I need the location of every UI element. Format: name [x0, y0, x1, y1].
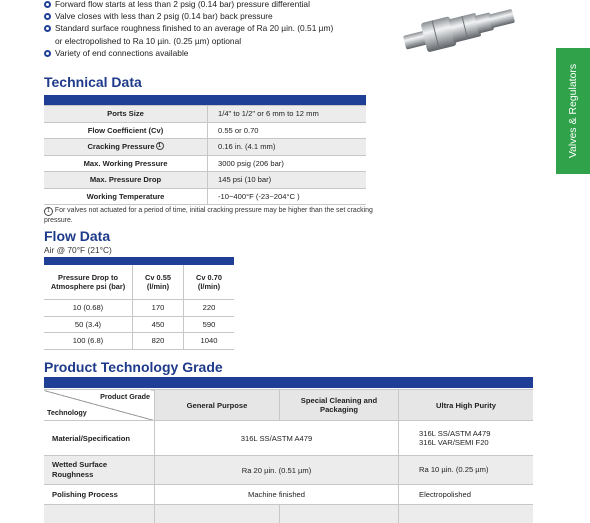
feature-item: Variety of end connections available — [44, 47, 384, 59]
table-row: Material/Specification 316L SS/ASTM A479 316L SS/ASTM A479 316L VAR/SEMI F20 — [44, 421, 533, 456]
table-header-band — [44, 377, 533, 388]
table-row: Wetted Surface Roughness Ra 20 µin. (0.51 µm) Ra 10 µin. (0.25 µm) — [44, 456, 533, 485]
table-row: 100 (6.8) 820 1040 — [44, 333, 234, 350]
table-row: 50 (3.4) 450 590 — [44, 316, 234, 333]
table-header-band — [44, 257, 234, 265]
table-row: Max. Working Pressure 3000 psig (206 bar) — [44, 155, 366, 172]
feature-item: Valve closes with less than 2 psig (0.14 bar) back pressure — [44, 10, 384, 22]
table-row: Max. Pressure Drop 145 psi (10 bar) — [44, 172, 366, 189]
table-row: Ports Size 1/4" to 1/2" or 6 mm to 12 mm — [44, 106, 366, 123]
feature-item-continued: or electropolished to Ra 10 µin. (0.25 µm) optional — [44, 35, 384, 47]
product-technology-grade-heading: Product Technology Grade — [44, 359, 223, 375]
table-row: Flow Coefficient (Cv) 0.55 or 0.70 — [44, 122, 366, 139]
table-header-band — [44, 95, 366, 105]
bullet-icon — [44, 50, 51, 57]
footnote: 1 For valves not actuated for a period of time, initial cracking pressure may be higher than the set cracking pressure. — [44, 206, 374, 226]
corner-header-cell: Product Grade Technology — [44, 390, 155, 421]
table-row-partial — [44, 505, 533, 523]
section-tab — [556, 48, 590, 174]
footnote-marker-icon: 1 — [44, 207, 53, 216]
table-row: Working Temperature -10~400°F (-23~204°C ) — [44, 188, 366, 205]
feature-list — [44, 0, 384, 59]
table-row: 10 (0.68) 170 220 — [44, 300, 234, 317]
feature-item: Standard surface roughness finished to an average of Ra 20 µin. (0.51 µm) — [44, 22, 384, 34]
feature-item: Forward flow starts at less than 2 psig (0.14 bar) pressure differential — [44, 0, 384, 10]
section-tab-label: Valves & Regulators — [567, 64, 579, 158]
table-header-row: Product Grade Technology General Purpose Special Cleaning and Packaging Ultra High Purity — [44, 390, 533, 421]
footnote-marker-icon: 1 — [156, 142, 164, 150]
bullet-icon — [44, 1, 51, 8]
product-technology-grade-table — [44, 389, 533, 523]
technical-data-heading: Technical Data — [44, 74, 142, 90]
flow-data-heading: Flow Data — [44, 228, 110, 244]
check-valve-image — [395, 0, 525, 58]
technical-data-table — [44, 105, 366, 205]
table-header-row: Pressure Drop to Atmosphere psi (bar) Cv 0.55 (l/min) Cv 0.70 (l/min) — [44, 265, 234, 300]
table-row: Cracking Pressure 1 0.16 in. (4.1 mm) — [44, 139, 366, 156]
flow-data-table — [44, 265, 234, 350]
flow-data-subheading: Air @ 70°F (21°C) — [44, 245, 112, 255]
table-row: Polishing Process Machine finished Electropolished — [44, 485, 533, 505]
bullet-icon — [44, 13, 51, 20]
bullet-icon — [44, 25, 51, 32]
